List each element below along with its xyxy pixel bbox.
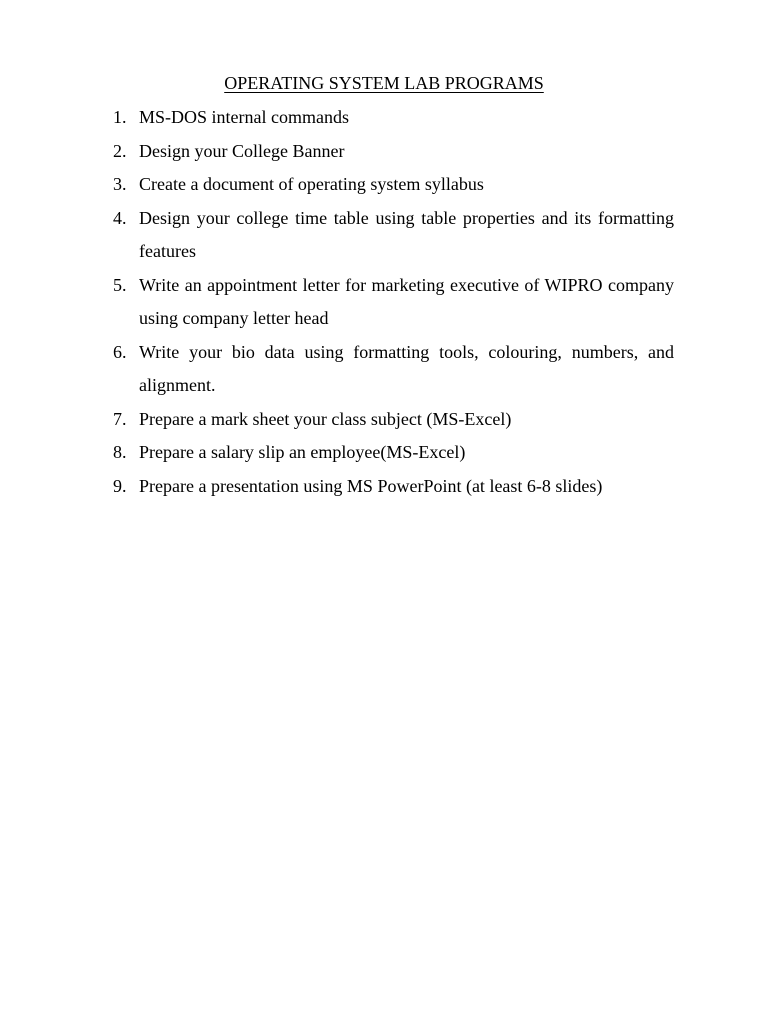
- list-item-text: Write your bio data using formatting tools, colouring, numbers, and alignment.: [139, 341, 674, 395]
- list-item-program-7: [113, 403, 674, 437]
- list-item-text: Design your College Banner: [139, 140, 345, 161]
- list-item-text: MS-DOS internal commands: [139, 107, 349, 127]
- list-item-number: 7.: [113, 408, 127, 429]
- list-item-program-1: [113, 101, 674, 135]
- page-title-text: OPERATING SYSTEM LAB PROGRAMS: [224, 73, 544, 94]
- list-item-number: 3.: [113, 174, 127, 194]
- list-item-number: 4.: [113, 207, 127, 228]
- program-list: [113, 101, 674, 503]
- list-item-number: 2.: [113, 140, 127, 161]
- list-item-text: Prepare a mark sheet your class subject (MS-Excel): [139, 408, 512, 429]
- list-item-number: 8.: [113, 442, 127, 462]
- list-item-text: Write an appointment letter for marketing executive of WIPRO company using company letter head: [139, 274, 674, 328]
- list-item-number: 5.: [113, 274, 127, 295]
- list-item-program-2: [113, 135, 674, 169]
- list-item-text: Design your college time table using table properties and its formatting features: [139, 207, 674, 261]
- list-item-program-9: [113, 470, 674, 504]
- list-item-text: Prepare a salary slip an employee(MS-Excel): [139, 442, 466, 462]
- list-item-number: 1.: [113, 107, 127, 127]
- page-title: [0, 71, 768, 95]
- list-item-program-4: [113, 202, 674, 269]
- list-item-program-5: [113, 269, 674, 336]
- list-item-program-3: [113, 168, 674, 202]
- list-item-text: Prepare a presentation using MS PowerPoint (at least 6-8 slides): [139, 475, 603, 496]
- list-item-program-8: [113, 436, 674, 470]
- list-item-program-6: [113, 336, 674, 403]
- list-item-number: 6.: [113, 341, 127, 362]
- list-item-text: Create a document of operating system syllabus: [139, 174, 484, 194]
- list-item-number: 9.: [113, 475, 127, 496]
